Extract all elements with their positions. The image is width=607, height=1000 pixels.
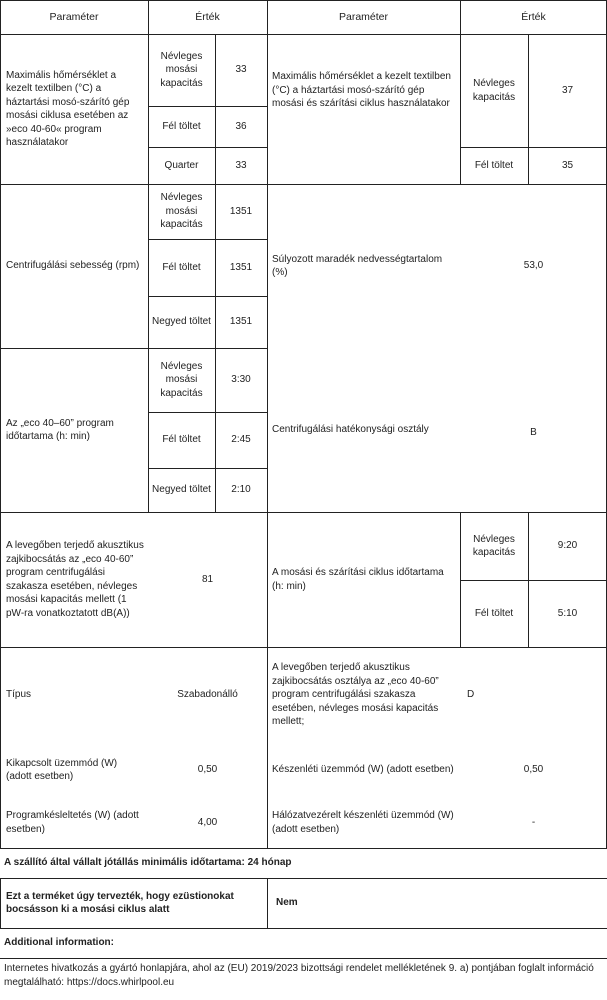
sub-label: Fél töltet xyxy=(162,261,201,273)
value-residual-moisture: 53,0 xyxy=(523,260,544,272)
param-standby: Készenléti üzemmód (W) (adott esetben) xyxy=(272,764,454,776)
value-off-mode: 0,50 xyxy=(197,764,218,776)
param-max-temp-eco: Maximális hőmérséklet a kezelt textilben (°C) a háztartási mosó-szárító gép mosási ciklusa esetében az »eco 40-60« program használatakor xyxy=(6,69,130,148)
param-type: Típus xyxy=(6,689,32,701)
param-delay-start: Programkésleltetés (W) (adott esetben) xyxy=(6,810,139,835)
sub-value: 33 xyxy=(235,159,247,171)
param-wash-dry-duration: A mosási és szárítási ciklus időtartama (h: min) xyxy=(272,567,444,592)
param-residual-moisture: Súlyozott maradék nedvességtartalom (%) xyxy=(272,253,443,278)
param-spin-class: Centrifugálási hatékonysági osztály xyxy=(272,424,429,436)
sub-value: 36 xyxy=(235,120,247,132)
sub-label: Quarter xyxy=(164,159,199,171)
sub-value: 3:30 xyxy=(231,374,251,386)
sub-value: 37 xyxy=(561,84,574,96)
silver-ion-question: Ezt a terméket úgy tervezték, hogy ezüstionokat bocsásson ki a mosási ciklus alatt xyxy=(6,890,234,915)
sub-value: 35 xyxy=(561,159,574,171)
value-spin-class: B xyxy=(530,427,537,439)
value-noise-class: D xyxy=(467,689,475,701)
sub-value: 1351 xyxy=(229,261,253,273)
sub-value: 9:20 xyxy=(557,540,578,552)
value-type: Szabadonálló xyxy=(177,689,238,701)
param-networked-standby: Hálózatvezérelt készenléti üzemmód (W) (adott esetben) xyxy=(272,810,454,835)
header-param-left: Paraméter xyxy=(49,10,99,23)
param-off-mode: Kikapcsolt üzemmód (W) (adott esetben) xyxy=(6,757,118,782)
hline-additional xyxy=(0,958,607,959)
header-value-left: Érték xyxy=(195,10,220,23)
value-standby: 0,50 xyxy=(523,764,544,776)
sub-label: Fél töltet xyxy=(162,120,201,132)
sub-label: Negyed töltet xyxy=(152,484,211,496)
sub-label: Névleges kapacitás xyxy=(472,78,516,103)
header-param-right: Paraméter xyxy=(338,10,389,23)
sub-label: Negyed töltet xyxy=(152,316,211,328)
warranty-text: A szállító által vállalt jótállás minimális időtartama: 24 hónap xyxy=(4,857,292,869)
sub-label: Névleges kapacitás xyxy=(472,533,516,558)
sub-label: Fél töltet xyxy=(474,159,514,171)
value-delay-start: 4,00 xyxy=(197,816,218,828)
silver-ion-answer: Nem xyxy=(276,897,298,909)
sub-label: Névleges mosási kapacitás xyxy=(160,360,203,399)
sub-label: Fél töltet xyxy=(474,607,514,619)
vline-silver xyxy=(0,878,1,928)
param-spin-speed: Centrifugálási sebesség (rpm) xyxy=(6,260,140,272)
sub-label: Fél töltet xyxy=(162,434,201,446)
sub-label: Névleges mosási kapacitás xyxy=(160,50,203,89)
sub-value: 2:45 xyxy=(231,434,251,446)
value-networked-standby: - xyxy=(531,816,536,828)
header-value-right: Érték xyxy=(521,10,546,23)
sub-value: 5:10 xyxy=(557,607,578,619)
value-noise-eco: 81 xyxy=(201,573,214,585)
sub-value: 1351 xyxy=(229,205,253,217)
additional-info-label: Additional information: xyxy=(4,937,114,949)
sub-value: 2:10 xyxy=(231,484,251,496)
vline-left-edge xyxy=(0,0,1,848)
param-noise-class: A levegőben terjedő akusztikus zajkibocsátás osztálya az „eco 40-60” program centrifugálási szakasza esetében, névleges mosási kapacitás mellett; xyxy=(272,662,439,728)
sub-value: 33 xyxy=(235,64,247,76)
param-eco-duration: Az „eco 40–60” program időtartama (h: min) xyxy=(6,417,114,442)
param-noise-eco: A levegőben terjedő akusztikus zajkibocsátás az „eco 40-60” program centrifugálási szakasza esetében, névleges mosási kapacitás mellett (1 pW-ra vonatkoztatott dB(A)) xyxy=(6,540,144,619)
sub-value: 1351 xyxy=(229,316,253,328)
vline-silver xyxy=(267,878,268,928)
param-max-temp-wash-dry: Maximális hőmérséklet a kezelt textilben (°C) a háztartási mosó-szárító gép mosási és szárítási ciklus használatakor xyxy=(272,71,451,110)
manufacturer-link-text: Internetes hivatkozás a gyártó honlapjára, ahol az (EU) 2019/2023 bizottsági rendelet mellékletének 9. a) pontjában foglalt információ megtalálható: https://docs.whirlpool.eu xyxy=(4,963,594,988)
sub-label: Névleges mosási kapacitás xyxy=(160,192,203,231)
